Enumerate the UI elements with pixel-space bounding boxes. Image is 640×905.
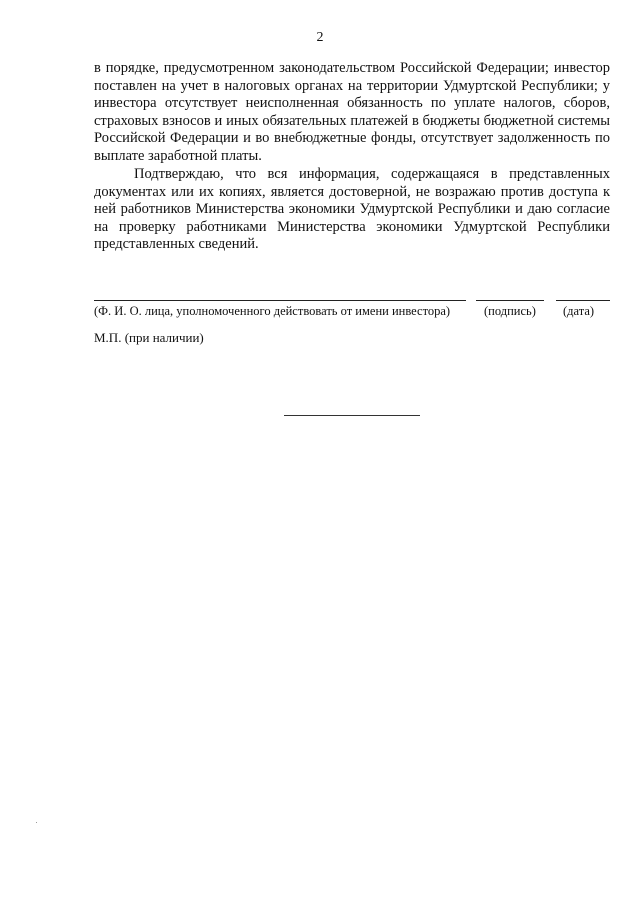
- stamp-note: М.П. (при наличии): [94, 330, 204, 345]
- signature-line: [476, 300, 544, 301]
- paragraph-confirmation: Подтверждаю, что вся информация, содержащаяся в представленных документах или их копиях, является достоверной, не возражаю против доступа к ней работников Министерства экономики Удмуртской Республики и даю согласие на проверку работниками Министерства экономики Удмуртской Республики представленных сведений.: [94, 166, 610, 253]
- signature-caption: (подпись): [484, 304, 536, 318]
- end-of-document-rule: [284, 415, 420, 416]
- date-line: [556, 300, 610, 301]
- fio-caption: (Ф. И. О. лица, уполномоченного действовать от имени инвестора): [94, 304, 451, 318]
- scan-speck: [36, 822, 37, 823]
- page-number: 2: [316, 30, 324, 45]
- fio-signature-line: [94, 300, 466, 301]
- paragraph-conditions: в порядке, предусмотренном законодательством Российской Федерации; инвестор поставлен на учет в налоговых органах на территории Удмуртской Республики; у инвестора отсутствует неисполненная обязанность по уплате налогов, сборов, страховых взносов и иных обязательных платежей в бюджеты бюджетной системы Российской Федерации и во внебюджетные фонды, отсутствует задолженность по выплате заработной платы.: [94, 60, 610, 164]
- date-caption: (дата): [563, 304, 595, 318]
